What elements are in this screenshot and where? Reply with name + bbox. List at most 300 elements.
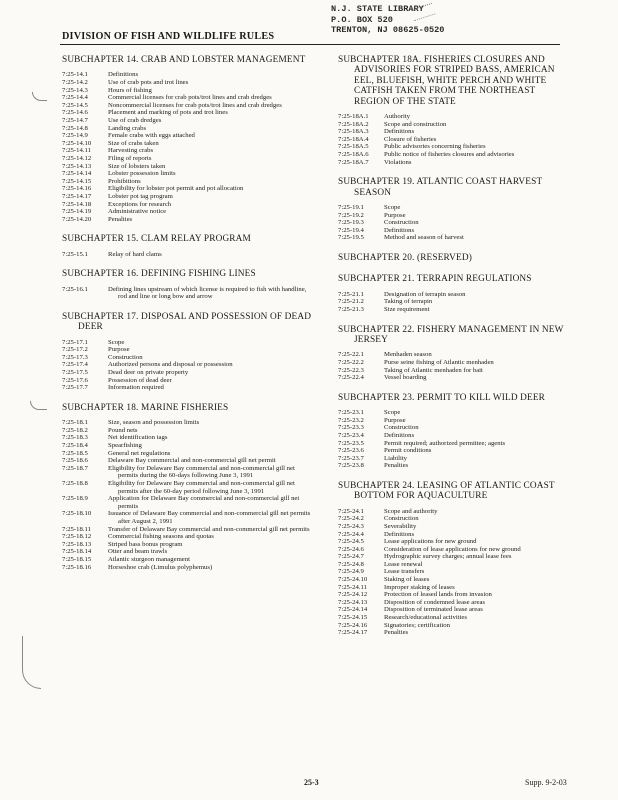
section-number: 7:25-18.9 — [62, 495, 88, 503]
section-number: 7:25-17.7 — [62, 384, 88, 392]
section-number: 7:25-24.6 — [338, 545, 364, 553]
section-title: Vessel boarding — [384, 374, 427, 382]
section-number: 7:25-14.18 — [62, 200, 92, 208]
section-entry — [338, 553, 567, 561]
section-number: 7:25-18.14 — [62, 548, 92, 556]
section-title: Research/educational activities — [384, 614, 467, 622]
section-number: 7:25-24.14 — [338, 606, 368, 614]
subchapter-section — [62, 55, 315, 223]
subchapter-heading: SUBCHAPTER 24. LEASING OF ATLANTIC COAST BOTTOM FOR AQUACULTURE — [338, 480, 555, 502]
section-title: Administrative notice — [108, 208, 167, 216]
section-title: Penalties — [384, 629, 409, 637]
stamp-line-1: N.J. STATE LIBRARY — [331, 4, 424, 14]
section-title: Dead deer on private property — [108, 369, 189, 377]
section-title: Closure of fisheries — [384, 135, 437, 143]
section-entry — [338, 584, 567, 592]
subchapter-heading: SUBCHAPTER 17. DISPOSAL AND POSSESSION OF DEAD DEER — [62, 311, 312, 333]
section-number: 7:25-14.5 — [62, 101, 88, 109]
section-number: 7:25-14.3 — [62, 86, 88, 94]
stamp-line-3: TRENTON, NJ 08625-0520 — [331, 25, 445, 35]
section-entry — [338, 121, 567, 129]
section-number: 7:25-17.1 — [62, 338, 88, 346]
section-entry — [62, 419, 315, 427]
section-title: Lease transfers — [384, 568, 425, 576]
section-entry — [338, 432, 567, 440]
section-number: 7:25-24.9 — [338, 568, 364, 576]
section-title: Landing crabs — [108, 124, 147, 132]
section-title: Striped bass bonus program — [108, 540, 183, 548]
section-entry — [62, 450, 315, 458]
section-entry — [338, 424, 567, 432]
section-number: 7:25-14.9 — [62, 132, 88, 140]
section-number: 7:25-22.4 — [338, 374, 364, 382]
section-title: Improper staking of leases — [384, 583, 455, 591]
section-number: 7:25-17.4 — [62, 361, 88, 369]
section-entry — [338, 374, 567, 382]
subchapter-heading: SUBCHAPTER 18. MARINE FISHERIES — [62, 402, 229, 413]
section-entry — [62, 564, 315, 572]
section-title: Eligibility for Delaware Bay commercial and non-commercial gill net permits during the 60-days following June 3, 1991 — [108, 464, 295, 480]
section-entry — [62, 442, 315, 450]
section-title: Use of crab dredges — [108, 116, 162, 124]
section-number: 7:25-14.17 — [62, 192, 92, 200]
section-number: 7:25-23.5 — [338, 439, 364, 447]
section-number: 7:25-18.1 — [62, 419, 88, 427]
section-title: Net identification tags — [108, 434, 168, 442]
section-number: 7:25-23.4 — [338, 431, 364, 439]
section-number: 7:25-23.1 — [338, 409, 364, 417]
section-entry — [62, 354, 315, 362]
section-number: 7:25-19.2 — [338, 211, 364, 219]
section-title: Atlantic sturgeon management — [108, 555, 190, 563]
section-title: Hours of fishing — [108, 86, 152, 94]
section-number: 7:25-22.1 — [338, 351, 364, 359]
section-title: Method and season of harvest — [384, 234, 464, 242]
section-title: Penalties — [384, 462, 409, 470]
section-number: 7:25-18.5 — [62, 449, 88, 457]
section-entry — [338, 136, 567, 144]
section-entry — [62, 102, 315, 110]
section-entry — [338, 351, 567, 359]
section-number: 7:25-22.3 — [338, 366, 364, 374]
section-number: 7:25-17.3 — [62, 353, 88, 361]
section-number: 7:25-24.10 — [338, 576, 368, 584]
section-number: 7:25-18.11 — [62, 525, 91, 533]
section-title: Size of lobsters taken — [108, 162, 166, 170]
section-entry — [62, 434, 315, 442]
section-entry — [338, 599, 567, 607]
section-entry — [338, 227, 567, 235]
section-entry — [62, 216, 315, 224]
section-number: 7:25-24.7 — [338, 553, 364, 561]
subchapter-section — [338, 274, 567, 313]
subchapter-heading: SUBCHAPTER 18A. FISHERIES CLOSURES AND ADVISORIES FOR STRIPED BASS, AMERICAN EEL, BLUEFISH, WHITE PERCH AND WHITE CATFISH TAKEN FROM THE NORTHEAST REGION OF THE STATE — [338, 55, 555, 107]
section-entry — [62, 339, 315, 347]
margin-pencil-mark — [30, 401, 47, 410]
section-title: Scope — [384, 409, 401, 417]
subchapter-section — [338, 177, 567, 242]
page-header-title: DIVISION OF FISH AND WILDLIFE RULES — [62, 31, 275, 42]
section-title: Horseshoe crab (Limulus polyphemus) — [108, 563, 213, 571]
section-entry — [338, 538, 567, 546]
section-title: Menhaden season — [384, 351, 432, 359]
section-title: Staking of leases — [384, 576, 430, 584]
subchapter-heading: SUBCHAPTER 14. CRAB AND LOBSTER MANAGEMENT — [62, 55, 306, 65]
section-entry — [338, 606, 567, 614]
section-entry — [62, 361, 315, 369]
section-title: Possession of dead deer — [108, 376, 172, 384]
section-title: Hydrographic survey charges; annual lease fees — [384, 553, 512, 561]
section-number: 7:25-14.13 — [62, 162, 92, 170]
section-title: Harvesting crabs — [108, 147, 154, 155]
section-number: 7:25-21.3 — [338, 305, 364, 313]
section-number: 7:25-18A.1 — [338, 113, 369, 121]
supplement-date: Supp. 9-2-03 — [525, 778, 567, 787]
section-title: Noncommercial licenses for crab pots/trot lines and crab dredges — [108, 101, 282, 109]
section-entry — [62, 346, 315, 354]
section-number: 7:25-18.15 — [62, 555, 92, 563]
section-entry — [62, 208, 315, 216]
section-entry — [62, 510, 315, 525]
section-number: 7:25-24.8 — [338, 560, 364, 568]
section-number: 7:25-23.6 — [338, 447, 364, 455]
section-title: Prohibitions — [108, 177, 141, 185]
section-entry — [62, 125, 315, 133]
section-title: Violations — [384, 158, 412, 166]
section-title: Liability — [384, 454, 408, 462]
section-entry — [62, 533, 315, 541]
section-number: 7:25-19.4 — [338, 226, 364, 234]
section-entry — [62, 163, 315, 171]
section-title: Size requirement — [384, 305, 430, 313]
section-entry — [338, 128, 567, 136]
section-number: 7:25-18A.6 — [338, 151, 369, 158]
section-number: 7:25-18A.7 — [338, 158, 369, 166]
section-title: Penalties — [108, 215, 133, 223]
section-title: Permit required; authorized permittee; agents — [384, 439, 506, 447]
section-title: Commercial licenses for crab pots/trot lines and crab dredges — [108, 94, 272, 102]
section-entry — [62, 286, 315, 301]
section-number: 7:25-18.7 — [62, 464, 88, 472]
section-entry — [62, 526, 315, 534]
section-entry — [62, 556, 315, 564]
section-title: Pound nets — [108, 426, 138, 434]
section-entry — [338, 455, 567, 463]
header-rule — [60, 44, 560, 45]
section-number: 7:25-18.8 — [62, 480, 88, 487]
section-number: 7:25-14.14 — [62, 170, 92, 178]
section-title: Purpose — [384, 416, 406, 424]
section-number: 7:25-24.16 — [338, 621, 368, 629]
section-entry — [62, 369, 315, 377]
section-entry — [338, 367, 567, 375]
section-title: Size, season and possession limits — [108, 419, 200, 427]
section-entry — [338, 614, 567, 622]
section-title: Construction — [108, 353, 143, 361]
section-entry — [338, 440, 567, 448]
section-entry — [338, 143, 567, 151]
section-entry — [62, 251, 315, 259]
subchapter-heading: SUBCHAPTER 20. (RESERVED) — [338, 252, 472, 263]
section-number: 7:25-24.5 — [338, 538, 364, 546]
subchapter-heading: SUBCHAPTER 19. ATLANTIC COAST HARVEST SEASON — [338, 177, 543, 198]
section-entry — [62, 193, 315, 201]
section-number: 7:25-24.17 — [338, 629, 368, 637]
section-number: 7:25-23.2 — [338, 416, 364, 424]
section-title: General net regulations — [108, 449, 171, 457]
section-entry — [338, 159, 567, 167]
section-number: 7:25-19.3 — [338, 219, 364, 227]
section-number: 7:25-23.7 — [338, 454, 364, 462]
section-title: Transfer of Delaware Bay commercial and non-commercial gill net permits — [108, 525, 310, 533]
section-number: 7:25-14.12 — [62, 154, 92, 162]
section-title: Delaware Bay commercial and non-commercial gill net permit — [108, 457, 276, 465]
subchapter-heading: SUBCHAPTER 22. FISHERY MANAGEMENT IN NEW JERSEY — [338, 324, 564, 345]
page-number: 25-3 — [304, 778, 319, 787]
section-title: Consideration of lease applications for new ground — [384, 545, 521, 553]
section-number: 7:25-14.4 — [62, 94, 88, 102]
stamp-line-2: P.O. BOX 520 — [331, 14, 393, 25]
section-title: Size of crabs taken — [108, 139, 159, 147]
margin-pencil-mark — [32, 92, 47, 101]
section-title: Exceptions for research — [108, 200, 172, 208]
section-title: Information required — [108, 384, 164, 392]
section-entry — [62, 178, 315, 186]
section-entry — [338, 591, 567, 599]
section-entry — [338, 219, 567, 227]
section-title: Lobster pot tag program — [108, 192, 173, 200]
section-number: 7:25-18.10 — [62, 510, 92, 518]
section-number: 7:25-14.11 — [62, 147, 91, 155]
section-title: Purpose — [108, 346, 130, 354]
section-number: 7:25-16.1 — [62, 285, 88, 293]
section-title: Disposition of condemned lease areas — [384, 598, 486, 606]
section-number: 7:25-14.16 — [62, 185, 92, 193]
section-entry — [338, 417, 567, 425]
section-entry — [62, 541, 315, 549]
section-title: Eligibility for lobster pot permit and pot allocation — [108, 185, 244, 193]
section-entry — [62, 480, 315, 495]
section-entry — [338, 291, 567, 299]
section-number: 7:25-23.3 — [338, 424, 364, 432]
section-title: Purse seine fishing of Atlantic menhaden — [384, 358, 494, 366]
section-entry — [338, 204, 567, 212]
right-column — [338, 55, 567, 648]
section-entry — [62, 457, 315, 465]
subchapter-heading: SUBCHAPTER 16. DEFINING FISHING LINES — [62, 269, 256, 280]
section-number: 7:25-14.6 — [62, 109, 88, 117]
margin-pencil-mark — [22, 636, 41, 689]
section-title: Placement and marking of pots and trot lines — [108, 109, 228, 117]
section-number: 7:25-14.7 — [62, 116, 88, 124]
section-entry — [62, 87, 315, 95]
section-title: Taking of Atlantic menhaden for bait — [384, 366, 483, 374]
section-number: 7:25-19.5 — [338, 234, 364, 242]
section-title: Permit conditions — [384, 447, 432, 455]
section-entry — [62, 79, 315, 87]
section-number: 7:25-18.12 — [62, 533, 92, 541]
subchapter-heading: SUBCHAPTER 15. CLAM RELAY PROGRAM — [62, 234, 251, 245]
section-number: 7:25-24.13 — [338, 598, 368, 606]
section-entry — [62, 147, 315, 155]
section-title: Spearfishing — [108, 442, 142, 450]
section-number: 7:25-24.3 — [338, 522, 364, 530]
section-number: 7:25-18.13 — [62, 540, 92, 548]
section-title: Scope and construction — [384, 120, 447, 128]
section-number: 7:25-14.15 — [62, 177, 92, 185]
section-entry — [338, 151, 567, 159]
section-title: Definitions — [108, 71, 139, 79]
subchapter-section — [338, 253, 567, 263]
section-entry — [62, 548, 315, 556]
section-number: 7:25-18A.5 — [338, 143, 369, 151]
section-number: 7:25-18.16 — [62, 563, 92, 571]
section-number: 7:25-18.6 — [62, 457, 88, 465]
section-number: 7:25-17.5 — [62, 369, 88, 377]
section-number: 7:25-14.8 — [62, 124, 88, 132]
section-title: Issuance of Delaware Bay commercial and non-commercial gill net permits after August 2, 1991 — [108, 510, 311, 525]
section-entry — [338, 212, 567, 220]
section-title: Disposition of terminated lease areas — [384, 606, 483, 614]
section-title: Severability — [384, 522, 417, 530]
section-number: 7:25-22.2 — [338, 358, 364, 366]
section-title: Filing of reports — [108, 154, 152, 162]
section-entry — [338, 359, 567, 367]
section-number: 7:25-14.20 — [62, 215, 92, 223]
section-title: Designation of terrapin season — [384, 290, 466, 298]
subchapter-section — [338, 55, 567, 166]
subchapter-heading: SUBCHAPTER 23. PERMIT TO KILL WILD DEER — [338, 392, 546, 403]
section-entry — [62, 71, 315, 79]
section-entry — [338, 576, 567, 584]
section-title: Construction — [384, 219, 419, 227]
section-entry — [338, 568, 567, 576]
section-number: 7:25-15.1 — [62, 250, 88, 258]
section-entry — [338, 629, 567, 637]
section-entry — [338, 622, 567, 630]
section-entry — [338, 546, 567, 554]
section-number: 7:25-24.2 — [338, 515, 364, 523]
section-number: 7:25-24.11 — [338, 583, 367, 591]
section-number: 7:25-14.10 — [62, 139, 92, 147]
section-entry — [62, 384, 315, 392]
subchapter-section — [62, 269, 315, 301]
section-title: Definitions — [384, 128, 415, 136]
section-number: 7:25-18.4 — [62, 442, 88, 450]
section-entry — [62, 132, 315, 140]
subchapter-heading: SUBCHAPTER 21. TERRAPIN REGULATIONS — [338, 274, 532, 285]
section-title: Taking of terrapin — [384, 298, 433, 306]
section-title: Definitions — [384, 530, 415, 538]
section-number: 7:25-24.4 — [338, 530, 364, 538]
section-title: Female crabs with eggs attached — [108, 132, 195, 140]
section-number: 7:25-19.1 — [338, 204, 364, 211]
section-title: Application for Delaware Bay commercial and non-commercial gill net permits — [108, 495, 300, 510]
section-title: Authority — [384, 113, 411, 121]
subchapter-section — [338, 481, 567, 637]
section-number: 7:25-18.2 — [62, 426, 88, 434]
section-title: Eligibility for Delaware Bay commercial and non-commercial gill net permits after the 60-day period following June 3, 1991 — [108, 480, 295, 495]
section-entry — [62, 140, 315, 148]
section-title: Use of crab pots and trot lines — [108, 79, 189, 86]
section-number: 7:25-24.15 — [338, 614, 368, 622]
section-entry — [62, 201, 315, 209]
section-number: 7:25-21.1 — [338, 290, 364, 298]
section-number: 7:25-17.6 — [62, 376, 88, 384]
section-entry — [338, 531, 567, 539]
section-title: Defining lines upstream of which license is required to fish with handline, rod and line or long bow and arrow — [108, 285, 307, 301]
section-entry — [338, 306, 567, 314]
section-entry — [338, 447, 567, 455]
section-title: Definitions — [384, 226, 415, 234]
section-number: 7:25-21.2 — [338, 298, 364, 306]
section-number: 7:25-14.1 — [62, 71, 88, 79]
section-title: Protection of leased lands from invasion — [384, 591, 492, 599]
section-number: 7:25-18.3 — [62, 434, 88, 442]
section-number: 7:25-23.8 — [338, 462, 364, 470]
section-title: Public notice of fisheries closures and advisories — [384, 151, 515, 158]
section-title: Signatories; certification — [384, 621, 450, 629]
section-entry — [338, 298, 567, 306]
subchapter-section — [62, 234, 315, 258]
section-entry — [338, 234, 567, 242]
section-title: Public advisories concerning fisheries — [384, 143, 486, 151]
section-entry — [62, 377, 315, 385]
section-title: Relay of hard clams — [108, 250, 162, 258]
section-title: Scope — [384, 204, 401, 211]
section-title: Scope — [108, 338, 125, 346]
section-entry — [62, 427, 315, 435]
section-entry — [338, 462, 567, 470]
section-title: Lease renewal — [384, 560, 423, 568]
section-entry — [338, 409, 567, 417]
section-entry — [62, 170, 315, 178]
subchapter-section — [338, 393, 567, 470]
section-number: 7:25-14.19 — [62, 208, 92, 216]
section-title: Definitions — [384, 431, 415, 439]
section-entry — [338, 508, 567, 516]
section-title: Construction — [384, 515, 419, 523]
section-number: 7:25-18A.4 — [338, 135, 369, 143]
section-entry — [338, 515, 567, 523]
section-entry — [62, 109, 315, 117]
section-title: Otter and beam trawls — [108, 548, 168, 556]
section-title: Scope and authority — [384, 507, 438, 515]
section-number: 7:25-17.2 — [62, 346, 88, 354]
section-entry — [62, 117, 315, 125]
section-number: 7:25-18A.3 — [338, 128, 369, 136]
subchapter-section — [338, 325, 567, 382]
subchapter-section — [62, 403, 315, 571]
section-entry — [62, 185, 315, 193]
section-entry — [62, 495, 315, 510]
section-entry — [338, 113, 567, 121]
section-number: 7:25-14.2 — [62, 79, 88, 86]
section-title: Commercial fishing seasons and quotas — [108, 533, 214, 541]
section-title: Lobster possession limits — [108, 170, 176, 178]
section-entry — [338, 523, 567, 531]
section-number: 7:25-18A.2 — [338, 120, 369, 128]
section-entry — [62, 94, 315, 102]
section-entry — [62, 155, 315, 163]
section-entry — [62, 465, 315, 480]
section-title: Authorized persons and disposal or possession — [108, 361, 233, 369]
left-column — [62, 55, 315, 582]
section-number: 7:25-24.12 — [338, 591, 368, 599]
section-title: Purpose — [384, 211, 406, 219]
section-number: 7:25-24.1 — [338, 507, 364, 515]
section-title: Lease applications for new ground — [384, 538, 477, 546]
